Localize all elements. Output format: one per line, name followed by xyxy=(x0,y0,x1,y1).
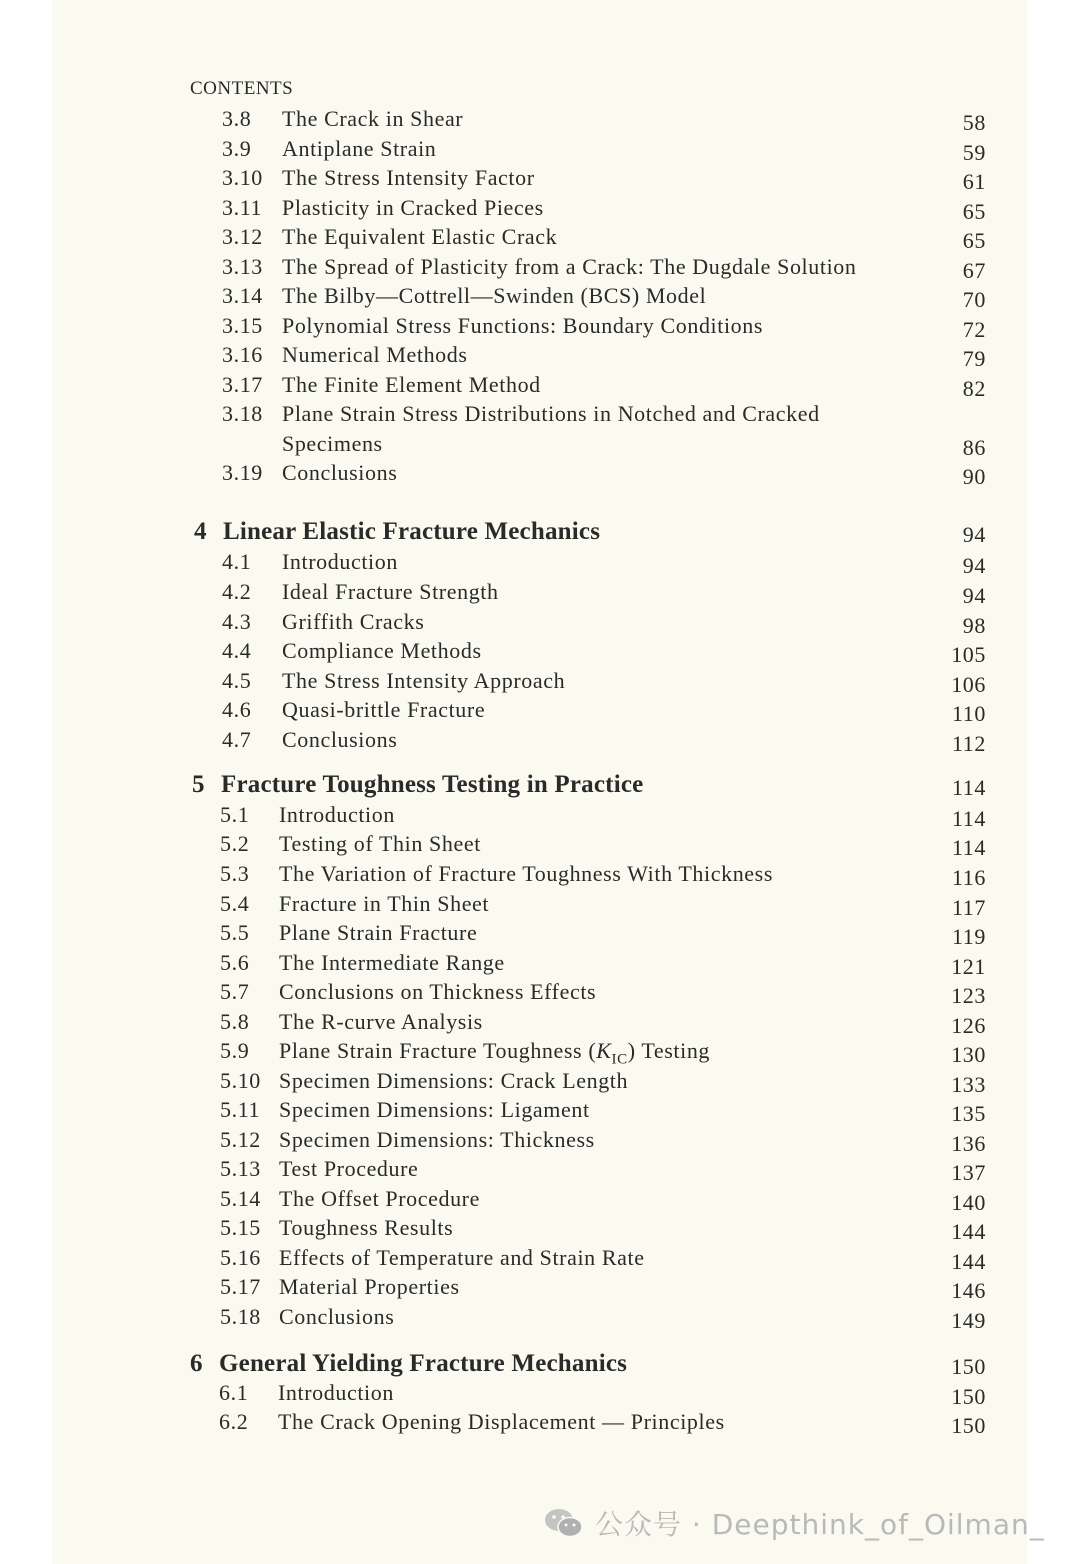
section-title: Introduction xyxy=(278,1380,394,1405)
toc-entry xyxy=(0,1038,1080,1068)
page-number: 126 xyxy=(951,1013,986,1038)
section-title: Numerical Methods xyxy=(282,342,468,367)
toc-entry xyxy=(0,106,1080,136)
section-title: Conclusions on Thickness Effects xyxy=(279,979,597,1004)
section-title: The Finite Element Method xyxy=(282,372,541,397)
section-title: Test Procedure xyxy=(279,1156,419,1181)
section-number: 5.9 xyxy=(220,1038,250,1063)
section-number: 4.5 xyxy=(222,668,252,693)
page-number: 119 xyxy=(952,924,986,949)
toc-entry xyxy=(0,1127,1080,1157)
page-number: 135 xyxy=(951,1101,986,1126)
watermark xyxy=(543,1503,1045,1543)
section-number: 5.7 xyxy=(220,979,250,1004)
section-number: 3.13 xyxy=(222,254,263,279)
toc-entry xyxy=(0,1009,1080,1039)
page-number: 133 xyxy=(951,1072,986,1097)
section-title: The Crack in Shear xyxy=(282,106,464,131)
section-title: Conclusions xyxy=(282,460,398,485)
page-number: 112 xyxy=(952,731,986,756)
toc-entry xyxy=(0,401,1080,431)
section-number: 5.14 xyxy=(220,1186,261,1211)
section-title: Plasticity in Cracked Pieces xyxy=(282,195,544,220)
section-title: Plane Strain Fracture xyxy=(279,920,478,945)
page-number: 58 xyxy=(962,110,986,135)
page-number: 65 xyxy=(962,228,986,253)
section-number: 4.6 xyxy=(222,697,252,722)
toc-entry xyxy=(0,950,1080,980)
toc-entry xyxy=(0,1156,1080,1186)
toc-entry xyxy=(0,431,1080,461)
section-title: Material Properties xyxy=(279,1274,460,1299)
section-number: 4.1 xyxy=(222,549,252,574)
section-number: 3.19 xyxy=(222,460,263,485)
page-number: 94 xyxy=(962,553,986,578)
toc-entry xyxy=(0,1380,1080,1410)
page-number: 116 xyxy=(952,865,986,890)
section-title: Plane Strain Stress Distributions in Notched and Cracked xyxy=(282,401,820,426)
page-number: 61 xyxy=(962,169,986,194)
section-title: The Stress Intensity Factor xyxy=(282,165,535,190)
page-number: 72 xyxy=(962,317,986,342)
toc-entry xyxy=(0,254,1080,284)
page-number: 149 xyxy=(951,1308,986,1333)
section-number: 3.16 xyxy=(222,342,263,367)
section-title: Toughness Results xyxy=(279,1215,454,1240)
section-title: The Crack Opening Displacement — Principles xyxy=(278,1409,725,1434)
section-number: 5.15 xyxy=(220,1215,261,1240)
section-number: 5.8 xyxy=(220,1009,250,1034)
page-number: 79 xyxy=(962,346,986,371)
section-title: Specimen Dimensions: Thickness xyxy=(279,1127,595,1152)
section-number: 3.15 xyxy=(222,313,263,338)
section-number: 6.2 xyxy=(219,1409,249,1434)
page-number: 130 xyxy=(951,1042,986,1067)
section-number: 5.16 xyxy=(220,1245,261,1270)
section-title: Polynomial Stress Functions: Boundary Conditions xyxy=(282,313,764,338)
toc-entry xyxy=(0,1409,1080,1439)
section-title: Conclusions xyxy=(282,727,398,752)
page-number: 67 xyxy=(962,258,986,283)
page-number: 94 xyxy=(962,522,986,547)
page-number: 82 xyxy=(962,376,986,401)
section-title: Fracture in Thin Sheet xyxy=(279,891,490,916)
section-number: 5.5 xyxy=(220,920,250,945)
section-title: Introduction xyxy=(282,549,398,574)
toc-entry xyxy=(0,891,1080,921)
page-number: 110 xyxy=(952,701,986,726)
toc-entry xyxy=(0,165,1080,195)
section-number: 5.13 xyxy=(220,1156,261,1181)
toc-entry xyxy=(0,136,1080,166)
section-title: Plane Strain Fracture Toughness $(K_{IC})$ Testing xyxy=(279,1038,711,1068)
section-number: 3.9 xyxy=(222,136,252,161)
toc-entry xyxy=(0,1274,1080,1304)
page-number: 114 xyxy=(952,806,986,831)
section-title: The Offset Procedure xyxy=(279,1186,480,1211)
page-number: 121 xyxy=(951,954,986,979)
page-number: 105 xyxy=(951,642,986,667)
page-number: 114 xyxy=(952,835,986,860)
page-number: 106 xyxy=(951,672,986,697)
toc-entry xyxy=(0,313,1080,343)
chapter-entry xyxy=(0,1350,1080,1380)
page-number: 123 xyxy=(951,983,986,1008)
page-number: 150 xyxy=(951,1413,986,1438)
section-number: 5.10 xyxy=(220,1068,261,1093)
section-title: The Stress Intensity Approach xyxy=(282,668,566,693)
toc-entry xyxy=(0,668,1080,698)
section-number: 3.8 xyxy=(222,106,252,131)
section-number: 5.1 xyxy=(220,802,250,827)
section-title: The Variation of Fracture Toughness With Thickness xyxy=(279,861,773,886)
section-title: Effects of Temperature and Strain Rate xyxy=(279,1245,645,1270)
section-number: 5.12 xyxy=(220,1127,261,1152)
section-title: Specimen Dimensions: Crack Length xyxy=(279,1068,629,1093)
section-number: 3.14 xyxy=(222,283,263,308)
chapter-number: 6 xyxy=(190,1350,204,1377)
toc-entry xyxy=(0,638,1080,668)
page-number: 144 xyxy=(951,1219,986,1244)
section-title: Griffith Cracks xyxy=(282,609,425,634)
section-number: 5.4 xyxy=(220,891,250,916)
section-title: Introduction xyxy=(279,802,395,827)
section-number: 3.17 xyxy=(222,372,263,397)
page-number: 94 xyxy=(962,583,986,608)
toc-entry xyxy=(0,727,1080,757)
section-title: The Spread of Plasticity from a Crack: The Dugdale Solution xyxy=(282,254,857,279)
section-title: The R-curve Analysis xyxy=(279,1009,483,1034)
section-title: Quasi-brittle Fracture xyxy=(282,697,486,722)
page-number: 136 xyxy=(951,1131,986,1156)
toc-entry xyxy=(0,579,1080,609)
section-number: 5.3 xyxy=(220,861,250,886)
section-number: 5.6 xyxy=(220,950,250,975)
toc-entry xyxy=(0,195,1080,225)
page-number: 70 xyxy=(962,287,986,312)
toc-entry xyxy=(0,372,1080,402)
toc-entry xyxy=(0,1186,1080,1216)
section-number: 3.11 xyxy=(222,195,263,220)
toc-entry xyxy=(0,861,1080,891)
wechat-icon xyxy=(543,1506,585,1540)
toc-entry xyxy=(0,1097,1080,1127)
chapter-number: 5 xyxy=(192,771,206,798)
toc-entry xyxy=(0,549,1080,579)
page-number: 117 xyxy=(952,895,986,920)
section-number: 4.7 xyxy=(222,727,252,752)
chapter-entry xyxy=(0,518,1080,548)
section-title: Antiplane Strain xyxy=(282,136,437,161)
section-number: 4.3 xyxy=(222,609,252,634)
toc-entry xyxy=(0,1304,1080,1334)
section-number: 3.10 xyxy=(222,165,263,190)
chapter-number: 4 xyxy=(194,518,208,545)
watermark-text: 公众号 · Deepthink_of_Oilman_ xyxy=(595,1508,1045,1541)
page-number: 140 xyxy=(951,1190,986,1215)
toc-entry xyxy=(0,283,1080,313)
section-number: 6.1 xyxy=(219,1380,249,1405)
section-title: The Equivalent Elastic Crack xyxy=(282,224,558,249)
section-title: Specimens xyxy=(282,431,383,456)
toc-entry xyxy=(0,1215,1080,1245)
section-title: Conclusions xyxy=(279,1304,395,1329)
section-title: Compliance Methods xyxy=(282,638,482,663)
toc-entry xyxy=(0,609,1080,639)
toc-entry xyxy=(0,697,1080,727)
page-number: 90 xyxy=(962,464,986,489)
section-number: 3.12 xyxy=(222,224,263,249)
page-number: 59 xyxy=(962,140,986,165)
page-number: 137 xyxy=(951,1160,986,1185)
section-number: 5.2 xyxy=(220,831,250,856)
chapter-title: Linear Elastic Fracture Mechanics xyxy=(223,518,601,545)
section-number: 4.2 xyxy=(222,579,252,604)
page-number: 98 xyxy=(962,613,986,638)
page-number: 146 xyxy=(951,1278,986,1303)
section-title: The Bilby—Cottrell—Swinden (BCS) Model xyxy=(282,283,707,308)
toc-entry xyxy=(0,342,1080,372)
toc-entry xyxy=(0,979,1080,1009)
section-title: Ideal Fracture Strength xyxy=(282,579,499,604)
section-number: 4.4 xyxy=(222,638,252,663)
toc-entry xyxy=(0,920,1080,950)
page-number: 150 xyxy=(951,1384,986,1409)
toc-entry xyxy=(0,224,1080,254)
section-title: The Intermediate Range xyxy=(279,950,505,975)
section-number: 5.11 xyxy=(220,1097,261,1122)
page-number: 65 xyxy=(962,199,986,224)
toc-entry xyxy=(0,1068,1080,1098)
section-number: 5.18 xyxy=(220,1304,261,1329)
chapter-title: Fracture Toughness Testing in Practice xyxy=(221,771,644,798)
toc-entry xyxy=(0,1245,1080,1275)
page-number: 150 xyxy=(951,1354,986,1379)
toc-entry xyxy=(0,831,1080,861)
page-number: 144 xyxy=(951,1249,986,1274)
section-title: Testing of Thin Sheet xyxy=(279,831,481,856)
contents-heading: CONTENTS xyxy=(190,78,294,99)
toc-entry xyxy=(0,460,1080,490)
page-number: 86 xyxy=(962,435,986,460)
page-number: 114 xyxy=(952,775,986,800)
section-number: 3.18 xyxy=(222,401,263,426)
toc-entry xyxy=(0,802,1080,832)
section-title: Specimen Dimensions: Ligament xyxy=(279,1097,590,1122)
chapter-entry xyxy=(0,771,1080,801)
chapter-title: General Yielding Fracture Mechanics xyxy=(219,1350,628,1377)
section-number: 5.17 xyxy=(220,1274,261,1299)
